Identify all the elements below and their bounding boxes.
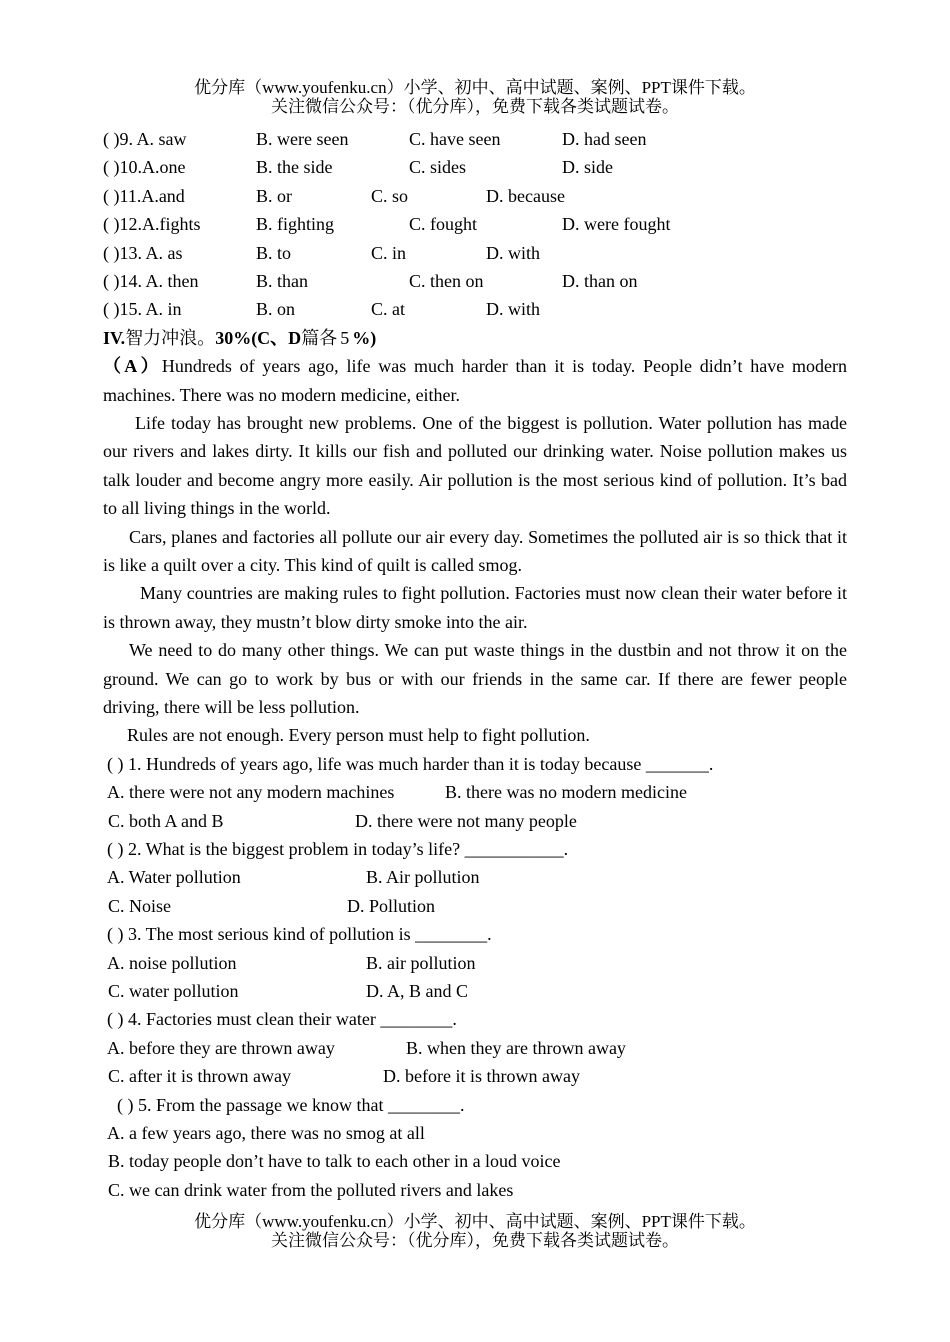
cloze-option-c: C. fought [409,214,478,235]
section-roman: IV. [103,327,126,348]
option-b: B. today people don’t have to talk to each other in a loud voice [108,1151,561,1172]
cloze-option-d: D. side [562,157,613,178]
cloze-option-b: B. on [256,299,296,320]
passage-paragraph-1 [103,352,847,409]
option-a: A. before they are thrown away [107,1037,335,1058]
option-b: B. there was no modern medicine [445,782,687,803]
question-stem: ( ) 1. Hundreds of years ago, life was much harder than it is today because _______. [107,753,714,774]
option-c: C. Noise [108,895,171,916]
cloze-option-a: ( )13. A. as [103,242,183,263]
cloze-row [103,125,847,153]
cloze-row [103,182,847,210]
section-num: 5 [340,327,350,348]
passage-paragraph-4: Many countries are making rules to fight pollution. Factories must now clean their water before it is thrown away, they mustn’t blow dirty smoke into the air. [103,583,847,632]
question-stem: ( ) 5. From the passage we know that ________. [117,1094,465,1115]
cloze-option-a: ( )12.A.fights [103,214,201,235]
question-options [103,778,847,806]
cloze-option-c: C. then on [409,270,484,291]
option-d: D. before it is thrown away [383,1066,580,1087]
question-options [103,892,847,920]
question-options [103,949,847,977]
cloze-option-b: B. were seen [256,129,349,149]
page-footer [0,1212,950,1250]
header-line-1: 优分库（www.youfenku.cn）小学、初中、高中试题、案例、PPT课件下载。 [194,78,756,97]
question-stem: ( ) 4. Factories must clean their water ________. [107,1009,457,1030]
cloze-row [103,239,847,267]
document-body [103,125,847,1204]
section-title: 智力冲浪。 [125,327,216,348]
option-a: A. noise pollution [107,952,237,973]
question-stem: ( ) 3. The most serious kind of pollution is ________. [107,924,492,945]
question-stem: ( ) 2. What is the biggest problem in today’s life? ___________. [107,838,569,859]
option-d: D. A, B and C [366,980,469,1001]
option-c: C. we can drink water from the polluted rivers and lakes [108,1179,514,1200]
passage-paragraph-3: Cars, planes and factories all pollute our air every day. Sometimes the polluted air is so thick that it is like a quilt over a city. This kind of quilt is called smog. [103,526,847,575]
option-b: B. air pollution [366,952,476,973]
cloze-option-d: D. with [486,299,540,320]
cloze-option-d: D. than on [562,270,638,291]
cloze-option-c: C. sides [409,157,467,178]
passage-label: （A） [103,356,162,377]
footer-line-1: 优分库（www.youfenku.cn）小学、初中、高中试题、案例、PPT课件下载。 [194,1212,756,1231]
cloze-option-a: ( )9. A. saw [103,129,187,149]
section-note: 篇各 [301,327,338,348]
cloze-option-b: B. the side [256,157,333,178]
cloze-row [103,295,847,323]
option-a: A. there were not any modern machines [107,782,395,803]
cloze-option-d: D. because [486,185,565,206]
cloze-option-a: ( )10.A.one [103,157,186,178]
option-d: D. Pollution [347,895,436,916]
passage-text: Hundreds of years ago, life was much harder than it is today. People didn’t have modern machines. There was no modern medicine, either. [103,356,848,405]
option-a: A. a few years ago, there was no smog at all [107,1122,425,1143]
cloze-option-b: B. fighting [256,214,335,235]
option-d: D. there were not many people [355,810,577,831]
cloze-option-b: B. than [256,270,308,291]
option-c: C. both A and B [108,810,224,831]
passage-paragraph-2: Life today has brought new problems. One of the biggest is pollution. Water pollution has made our rivers and lakes dirty. It kills our fish and polluted our drinking water. Noise pollution makes us talk louder and become angry more easily. Air pollution is the most serious kind of pollution. It’s bad to all living things in the world. [103,412,847,519]
section-score: 30%(C、D [215,327,302,348]
cloze-row [103,210,847,238]
option-a: A. Water pollution [107,867,241,888]
passage-paragraph-6: Rules are not enough. Every person must help to fight pollution. [127,725,590,746]
question-options [103,863,847,891]
option-b: B. when they are thrown away [406,1037,626,1058]
cloze-option-a: ( )11.A.and [103,185,185,206]
footer-line-2: 关注微信公众号：（优分库），免费下载各类试题试卷。 [271,1231,679,1250]
cloze-option-c: C. so [371,185,409,206]
question-options [103,807,847,835]
cloze-option-b: B. or [256,185,292,206]
option-c: C. water pollution [108,980,239,1001]
cloze-option-c: C. have seen [409,129,501,149]
header-line-2: 关注微信公众号：（优分库），免费下载各类试题试卷。 [271,97,679,116]
cloze-option-a: ( )14. A. then [103,270,199,291]
page-header [0,78,950,116]
cloze-row [103,153,847,181]
cloze-option-c: C. at [371,299,405,320]
question-options [103,1034,847,1062]
option-c: C. after it is thrown away [108,1066,291,1087]
section-heading [103,324,847,352]
question-options [103,977,847,1005]
option-b: B. Air pollution [366,867,480,888]
cloze-option-d: D. with [486,242,540,263]
cloze-option-b: B. to [256,242,292,263]
cloze-row [103,267,847,295]
cloze-option-a: ( )15. A. in [103,299,182,320]
passage-paragraph-5: We need to do many other things. We can put waste things in the dustbin and not throw it on the ground. We can go to work by bus or with our friends in the same car. If there are fewer people driving, there will be less pollution. [103,640,847,717]
question-options [103,1062,847,1090]
cloze-option-d: D. had seen [562,129,647,149]
section-pct: %) [352,327,377,348]
cloze-option-c: C. in [371,242,407,263]
cloze-option-d: D. were fought [562,214,671,235]
